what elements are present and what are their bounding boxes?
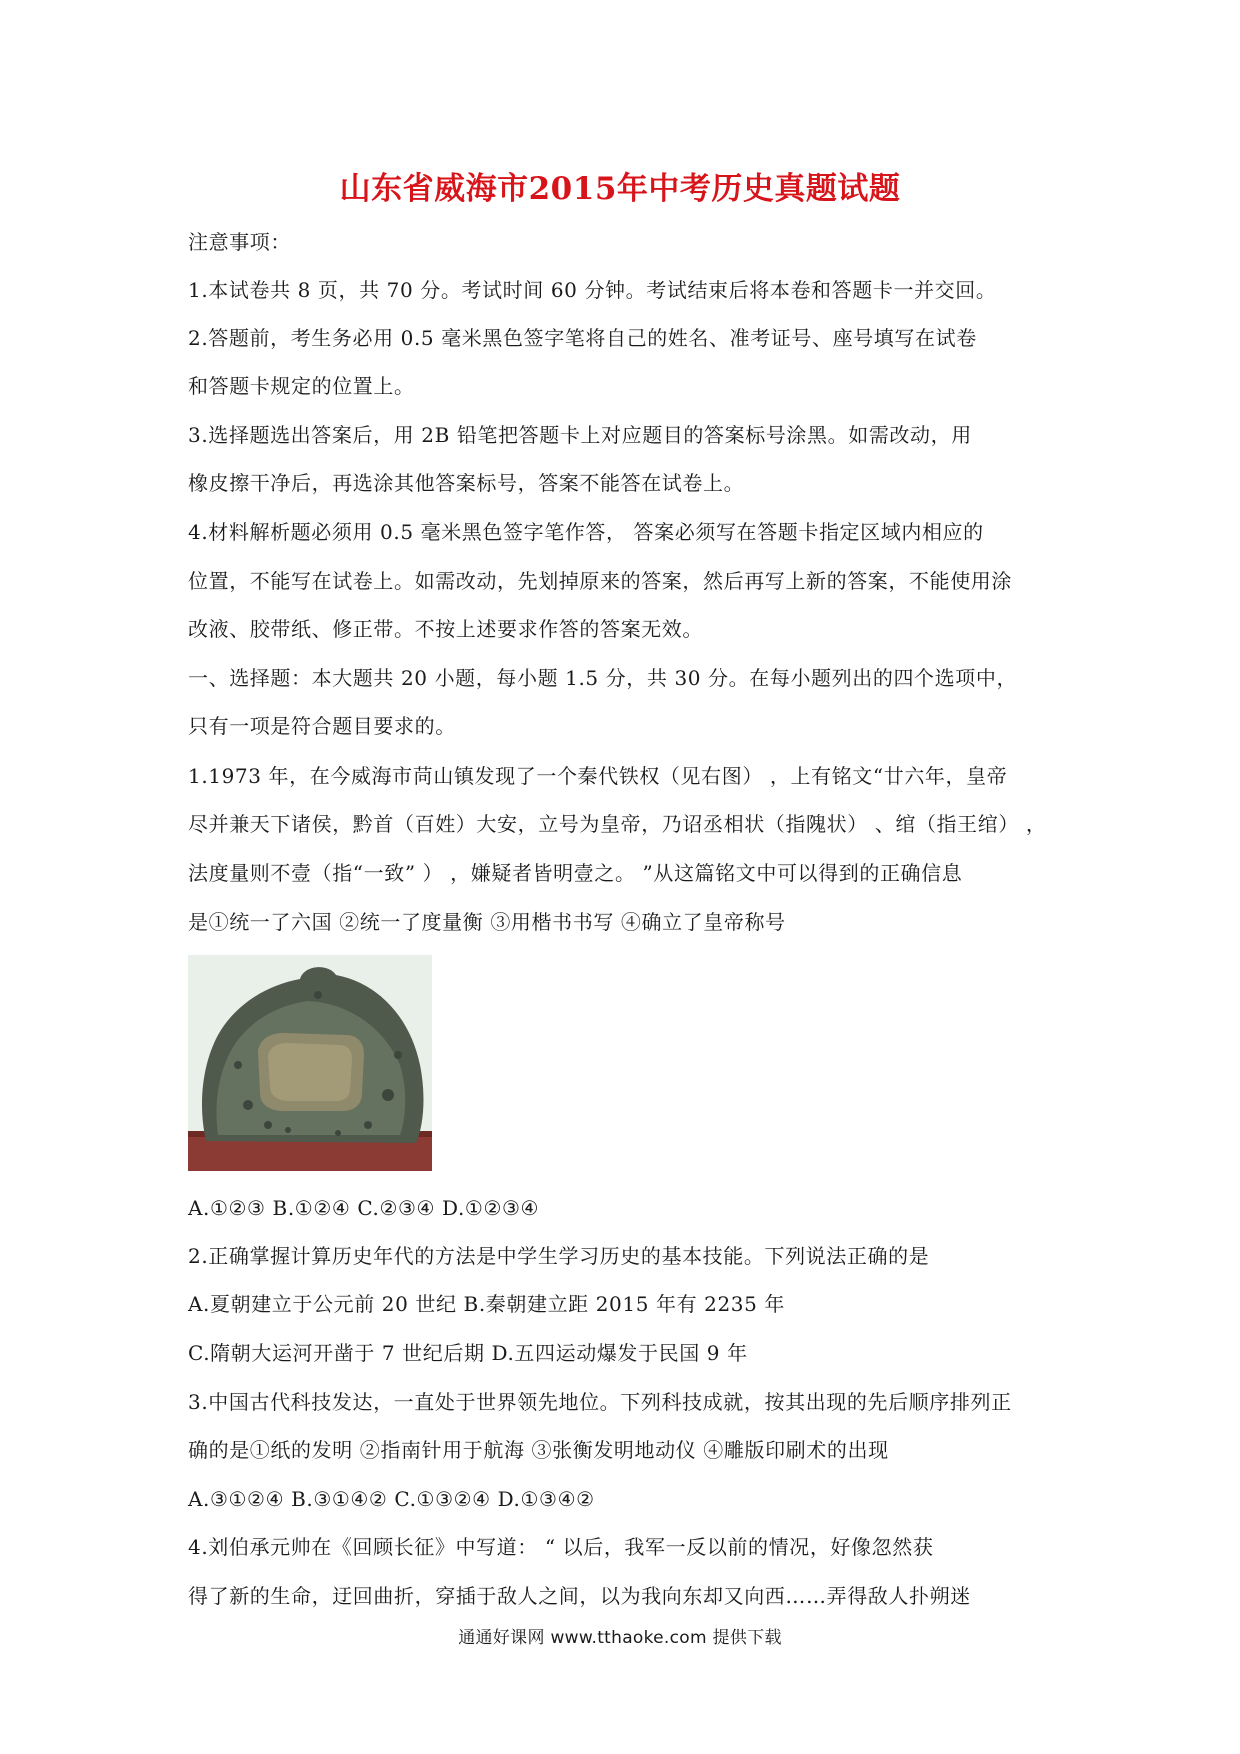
question-3-line: 3.中国古代科技发达，一直处于世界领先地位。下列科技成就，按其出现的先后顺序排列正 bbox=[188, 1390, 1012, 1414]
page-title: 山东省威海市2015年中考历史真题试题 bbox=[339, 171, 901, 207]
notice-heading: 注意事项： bbox=[188, 230, 291, 254]
question-1-line: 法度量则不壹（指“一致” ） ，嫌疑者皆明壹之。 ”从这篇铭文中可以得到的正确信息 bbox=[188, 861, 963, 885]
iron-weight-photo bbox=[188, 955, 432, 1171]
question-3-line: 确的是①纸的发明 ②指南针用于航海 ③张衡发明地动仪 ④雕版印刷术的出现 bbox=[188, 1438, 889, 1462]
notice-line: 1.本试卷共 8 页，共 70 分。考试时间 60 分钟。考试结束后将本卷和答题卡一并交回。 bbox=[188, 278, 997, 302]
question-2-line: A.夏朝建立于公元前 20 世纪 B.秦朝建立距 2015 年有 2235 年 bbox=[188, 1292, 786, 1316]
notice-line: 改液、胶带纸、修正带。不按上述要求作答的答案无效。 bbox=[188, 617, 703, 641]
page-footer: 通通好课网 www.tthaoke.com 提供下载 bbox=[458, 1628, 782, 1648]
question-2-line: C.隋朝大运河开凿于 7 世纪后期 D.五四运动爆发于民国 9 年 bbox=[188, 1341, 748, 1365]
notice-line: 和答题卡规定的位置上。 bbox=[188, 374, 415, 398]
question-4-line: 4.刘伯承元帅在《回顾长征》中写道： “ 以后，我军一反以前的情况，好像忽然获 bbox=[188, 1535, 934, 1559]
notice-line: 3.选择题选出答案后，用 2B 铅笔把答题卡上对应题目的答案标号涂黑。如需改动，用 bbox=[188, 423, 972, 447]
question-1-options: A.①②③ B.①②④ C.②③④ D.①②③④ bbox=[188, 1196, 540, 1220]
question-1-line: 1.1973 年，在今威海市苘山镇发现了一个秦代铁权（见右图） ，上有铭文“廿六年，皇帝 bbox=[188, 764, 1008, 788]
section-heading: 只有一项是符合题目要求的。 bbox=[188, 714, 456, 738]
section-heading: 一、选择题：本大题共 20 小题，每小题 1.5 分，共 30 分。在每小题列出的四个选项中， bbox=[188, 666, 1018, 690]
question-1-line: 尽并兼天下诸侯，黔首（百姓）大安，立号为皇帝，乃诏丞相状（指隗状） 、绾（指王绾） ， bbox=[188, 812, 1047, 836]
question-4-line: 得了新的生命，迂回曲折，穿插于敌人之间，以为我向东却又向西……弄得敌人扑朔迷 bbox=[188, 1584, 971, 1608]
notice-line: 橡皮擦干净后，再选涂其他答案标号，答案不能答在试卷上。 bbox=[188, 471, 745, 495]
notice-line: 2.答题前，考生务必用 0.5 毫米黑色签字笔将自己的姓名、准考证号、座号填写在试卷 bbox=[188, 326, 977, 350]
question-3-line: A.③①②④ B.③①④② C.①③②④ D.①③④② bbox=[188, 1487, 595, 1511]
notice-line: 4.材料解析题必须用 0.5 毫米黑色签字笔作答， 答案必须写在答题卡指定区域内相应的 bbox=[188, 520, 984, 544]
question-1-line: 是①统一了六国 ②统一了度量衡 ③用楷书书写 ④确立了皇帝称号 bbox=[188, 910, 786, 934]
question-2-line: 2.正确掌握计算历史年代的方法是中学生学习历史的基本技能。下列说法正确的是 bbox=[188, 1244, 930, 1268]
notice-line: 位置，不能写在试卷上。如需改动，先划掉原来的答案，然后再写上新的答案，不能使用涂 bbox=[188, 569, 1012, 593]
